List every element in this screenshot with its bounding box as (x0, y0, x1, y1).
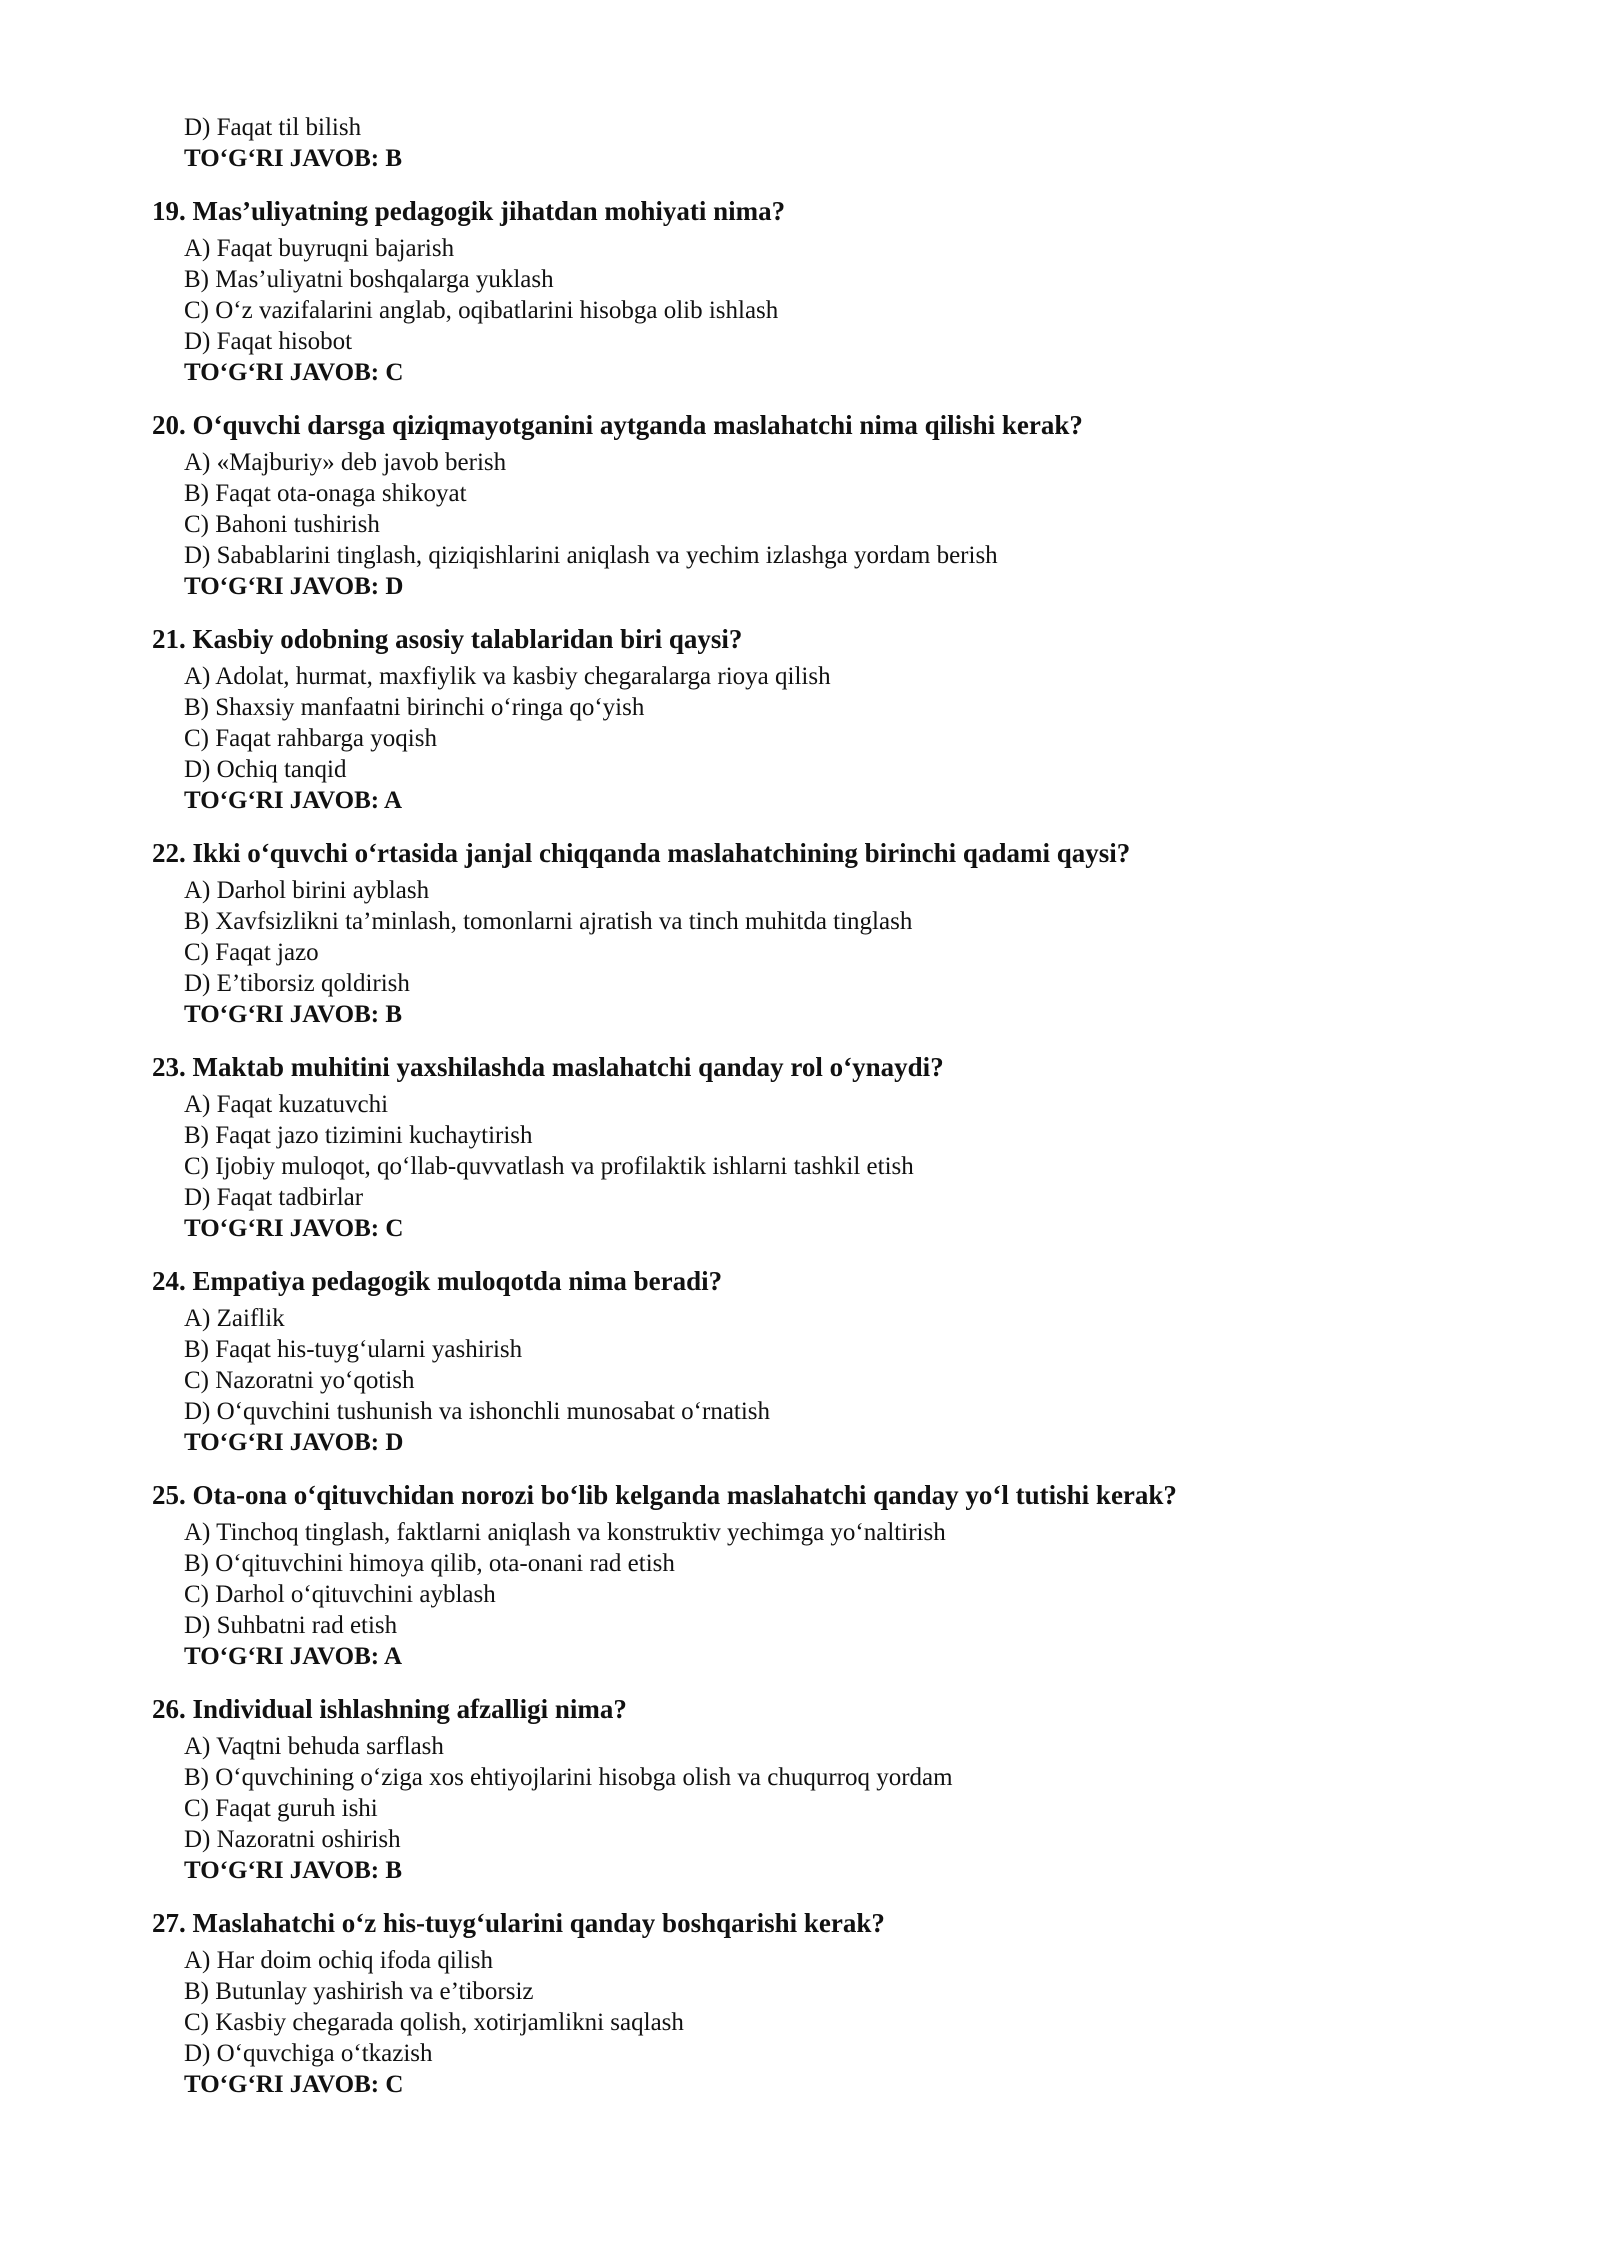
question-19 (0, 196, 1600, 388)
option-b: B) Mas’uliyatni boshqalarga yuklash (184, 266, 554, 293)
option-b: B) Shaxsiy manfaatni birinchi o‘ringa qo‘yish (184, 694, 645, 721)
question-18-tail (0, 112, 1600, 174)
question-27 (0, 1908, 1600, 2100)
correct-answer: TO‘G‘RI JAVOB: A (184, 787, 403, 814)
correct-answer: TO‘G‘RI JAVOB: C (184, 2071, 404, 2098)
option-b: B) O‘qituvchini himoya qilib, ota-onani rad etish (184, 1550, 675, 1577)
option-a: A) Faqat kuzatuvchi (184, 1091, 389, 1118)
question-title: 24. Empatiya pedagogik muloqotda nima beradi? (152, 1266, 723, 1296)
question-23 (0, 1052, 1600, 1244)
question-20 (0, 410, 1600, 602)
option-d: D) Faqat tadbirlar (184, 1184, 364, 1211)
option-c: C) Darhol o‘qituvchini ayblash (184, 1581, 496, 1608)
correct-answer: TO‘G‘RI JAVOB: D (184, 1429, 404, 1456)
question-title: 27. Maslahatchi o‘z his-tuyg‘ularini qanday boshqarishi kerak? (152, 1908, 885, 1938)
option-d: D) O‘quvchiga o‘tkazish (184, 2040, 433, 2067)
question-26 (0, 1694, 1600, 1886)
option-d: D) Ochiq tanqid (184, 756, 347, 783)
question-title: 23. Maktab muhitini yaxshilashda maslahatchi qanday rol o‘ynaydi? (152, 1052, 944, 1082)
option-d: D) Sabablarini tinglash, qiziqishlarini aniqlash va yechim izlashga yordam berish (184, 542, 998, 569)
question-title: 20. O‘quvchi darsga qiziqmayotganini aytganda maslahatchi nima qilishi kerak? (152, 410, 1083, 440)
option-a: A) «Majburiy» deb javob berish (184, 449, 507, 476)
option-c: C) Bahoni tushirish (184, 511, 380, 538)
option-a: A) Darhol birini ayblash (184, 877, 430, 904)
question-24 (0, 1266, 1600, 1458)
option-d: D) Nazoratni oshirish (184, 1826, 401, 1853)
correct-answer: TO‘G‘RI JAVOB: A (184, 1643, 403, 1670)
question-title: 22. Ikki o‘quvchi o‘rtasida janjal chiqqanda maslahatchining birinchi qadami qaysi? (152, 838, 1131, 868)
option-a: A) Zaiflik (184, 1305, 285, 1332)
question-title: 19. Mas’uliyatning pedagogik jihatdan mohiyati nima? (152, 196, 786, 226)
question-title: 25. Ota-ona o‘qituvchidan norozi bo‘lib kelganda maslahatchi qanday yo‘l tutishi kerak? (152, 1480, 1177, 1510)
option-c: C) Nazoratni yo‘qotish (184, 1367, 415, 1394)
option-c: C) Faqat rahbarga yoqish (184, 725, 437, 752)
option-c: C) Ijobiy muloqot, qo‘llab-quvvatlash va profilaktik ishlarni tashkil etish (184, 1153, 914, 1180)
question-25 (0, 1480, 1600, 1672)
option-a: A) Faqat buyruqni bajarish (184, 235, 455, 262)
correct-answer: TO‘G‘RI JAVOB: B (184, 1001, 403, 1028)
correct-answer: TO‘G‘RI JAVOB: C (184, 1215, 404, 1242)
option-d: D) Faqat til bilish (184, 114, 362, 141)
option-a: A) Tinchoq tinglash, faktlarni aniqlash va konstruktiv yechimga yo‘naltirish (184, 1519, 946, 1546)
option-b: B) Faqat jazo tizimini kuchaytirish (184, 1122, 533, 1149)
option-d: D) Faqat hisobot (184, 328, 353, 355)
option-d: D) Suhbatni rad etish (184, 1612, 398, 1639)
option-c: C) Faqat jazo (184, 939, 319, 966)
correct-answer: TO‘G‘RI JAVOB: D (184, 573, 404, 600)
option-a: A) Vaqtni behuda sarflash (184, 1733, 444, 1760)
option-b: B) O‘quvchining o‘ziga xos ehtiyojlarini hisobga olish va chuqurroq yordam (184, 1764, 953, 1791)
option-b: B) Faqat his-tuyg‘ularni yashirish (184, 1336, 523, 1363)
option-c: C) Faqat guruh ishi (184, 1795, 378, 1822)
question-22 (0, 838, 1600, 1030)
option-d: D) E’tiborsiz qoldirish (184, 970, 410, 997)
option-b: B) Butunlay yashirish va e’tiborsiz (184, 1978, 534, 2005)
option-d: D) O‘quvchini tushunish va ishonchli munosabat o‘rnatish (184, 1398, 771, 1425)
question-title: 21. Kasbiy odobning asosiy talablaridan biri qaysi? (152, 624, 743, 654)
correct-answer: TO‘G‘RI JAVOB: B (184, 1857, 403, 1884)
option-c: C) Kasbiy chegarada qolish, xotirjamlikni saqlash (184, 2009, 684, 2036)
option-c: C) O‘z vazifalarini anglab, oqibatlarini hisobga olib ishlash (184, 297, 779, 324)
question-21 (0, 624, 1600, 816)
option-a: A) Adolat, hurmat, maxfiylik va kasbiy chegaralarga rioya qilish (184, 663, 831, 690)
option-a: A) Har doim ochiq ifoda qilish (184, 1947, 493, 1974)
question-title: 26. Individual ishlashning afzalligi nima? (152, 1694, 627, 1724)
option-b: B) Xavfsizlikni ta’minlash, tomonlarni ajratish va tinch muhitda tinglash (184, 908, 913, 935)
option-b: B) Faqat ota-onaga shikoyat (184, 480, 467, 507)
correct-answer: TO‘G‘RI JAVOB: B (184, 145, 403, 172)
correct-answer: TO‘G‘RI JAVOB: C (184, 359, 404, 386)
